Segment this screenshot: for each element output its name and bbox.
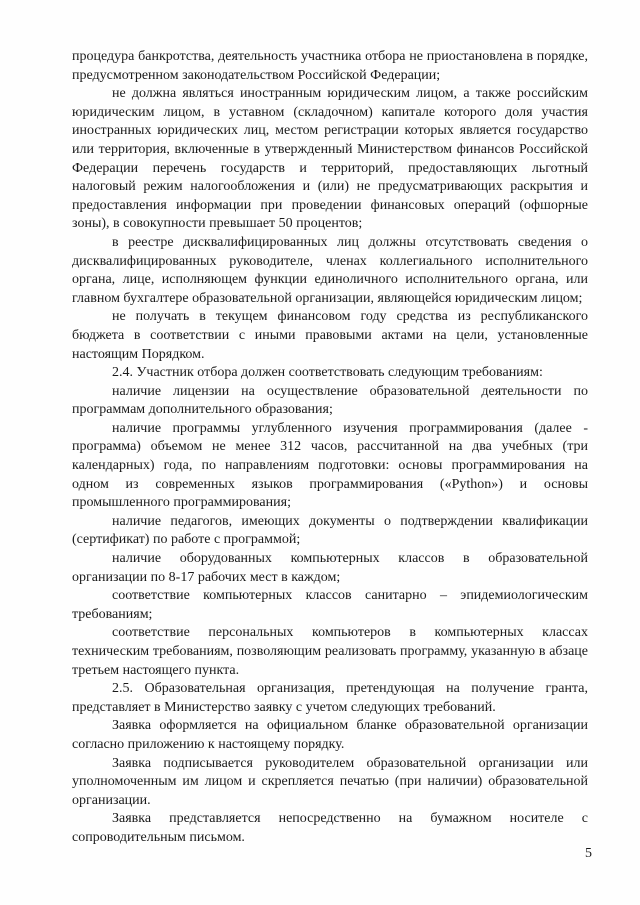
page-number: 5	[585, 846, 592, 861]
paragraph: Заявка подписывается руководителем образовательной организации или уполномоченным им лицом и скрепляется печатью (при наличии) образовательной организации.	[72, 755, 588, 808]
paragraph: Заявка представляется непосредственно на бумажном носителе с сопроводительным письмом.	[72, 811, 588, 845]
paragraph: не должна являться иностранным юридическим лицом, а также российским юридическим лицом, в уставном (складочном) капитале которого доля участия иностранных юридических лиц, местом регистрации которых является государство или территория, включенные в утвержденный Министерством финансов Российской Федерации перечень государств и территорий, предоставляющих льготный налоговый режим налогообложения и (или) не предусматривающих раскрытия и предоставления информации при проведении финансовых операций (офшорные зоны), в совокупности превышает 50 процентов;	[72, 86, 588, 232]
section-heading-2-5: 2.5. Образовательная организация, претендующая на получение гранта, представляет в Министерство заявку с учетом следующих требований.	[72, 681, 588, 715]
paragraph: Заявка оформляется на официальном бланке образовательной организации согласно приложению к настоящему порядку.	[72, 718, 588, 752]
paragraph: наличие программы углубленного изучения программирования (далее - программа) объемом не менее 312 часов, рассчитанной на два учебных (три календарных) года, по направлениям подготовки: основы программирования на одном из современных языков программирования («Python») и основы промышленного программирования;	[72, 420, 588, 511]
paragraph: наличие оборудованных компьютерных классов в образовательной организации по 8-17 рабочих мест в каждом;	[72, 551, 588, 585]
paragraph: наличие педагогов, имеющих документы о подтверждении квалификации (сертификат) по работе с программой;	[72, 513, 588, 548]
paragraph: не получать в текущем финансовом году средства из республиканского бюджета в соответствии с иными правовыми актами на цели, установленные настоящим Порядком.	[72, 309, 588, 362]
paragraph: соответствие персональных компьютеров в компьютерных классах техническим требованиям, позволяющим реализовать программу, указанную в абзаце третьем настоящего пункта.	[72, 625, 588, 678]
paragraph: в реестре дисквалифицированных лиц должны отсутствовать сведения о дисквалифицированных руководителе, членах коллегиального исполнительного органа, лице, исполняющем функции единоличного исполнительного органа, или главном бухгалтере образовательной организации, являющейся юридическим лицом;	[72, 234, 588, 306]
paragraph: наличие лицензии на осуществление образовательной деятельности по программам дополнительного образования;	[72, 383, 588, 418]
paragraph: процедура банкротства, деятельность участника отбора не приостановлена в порядке, предусмотренном законодательством Российской Федерации;	[72, 49, 588, 83]
document-body	[72, 48, 588, 848]
section-heading-2-4: 2.4. Участник отбора должен соответствовать следующим требованиям:	[112, 365, 543, 381]
paragraph: соответствие компьютерных классов санитарно – эпидемиологическим требованиям;	[72, 588, 588, 622]
